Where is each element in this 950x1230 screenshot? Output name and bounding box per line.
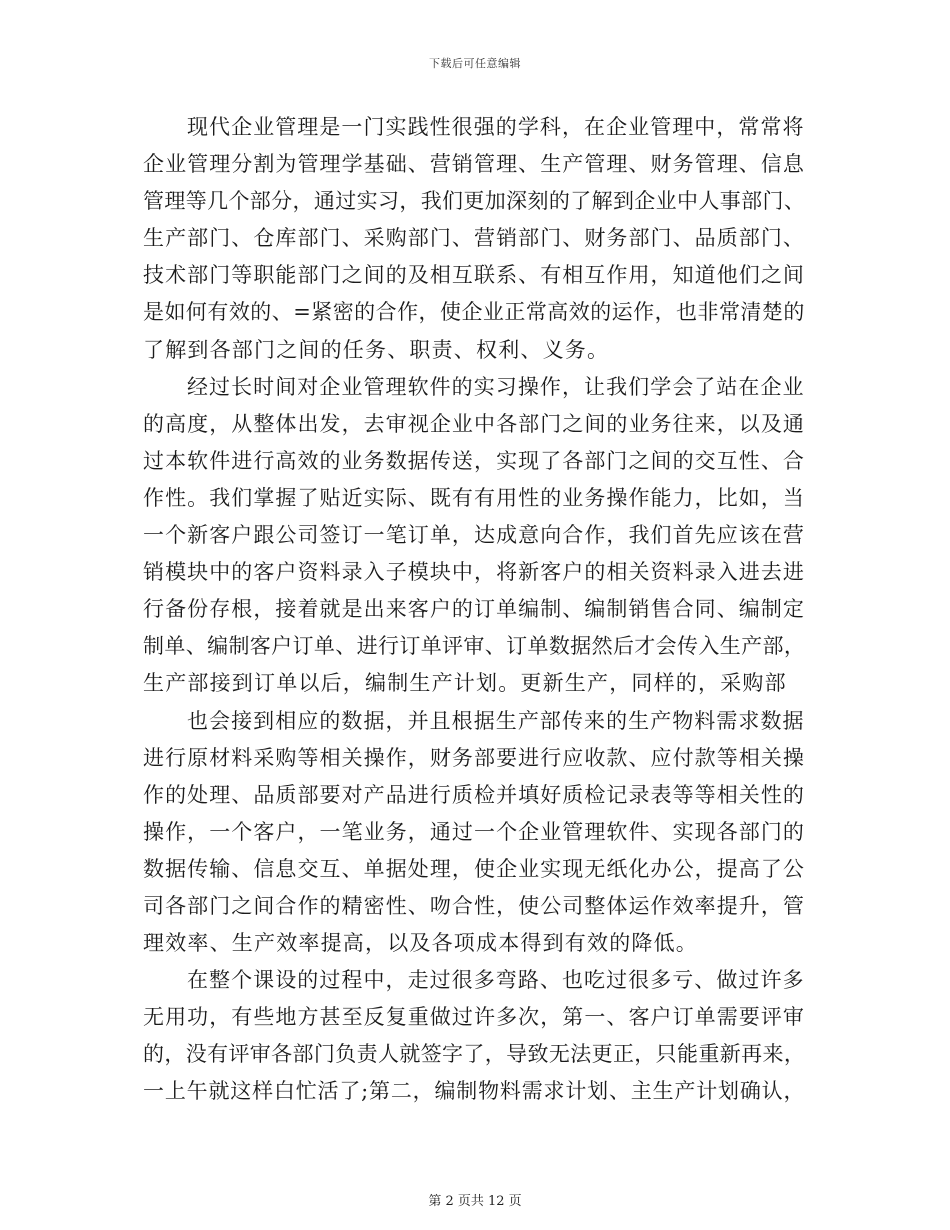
text-line: 司各部门之间合作的精密性、吻合性，使公司整体运作效率提升，管 [143,893,805,918]
text-line: 生产部接到订单以后，编制生产计划。更新生产，同样的，采购部 [143,671,787,696]
text-line: 作的处理、品质部要对产品进行质检并填好质检记录表等等相关性的 [143,782,805,807]
text-line: 无用功，有些地方甚至反复重做过许多次，第一、客户订单需要评审 [143,1005,805,1030]
text-line: 技术部门等职能部门之间的及相互联系、有相互作用，知道他们之间 [143,263,805,288]
document-body [143,109,805,1111]
paragraph [143,962,805,1110]
text-line: 一上午就这样白忙活了;第二，编制物料需求计划、主生产计划确认， [143,1079,806,1104]
text-line: 现代企业管理是一门实践性很强的学科，在企业管理中，常常将 [187,115,805,139]
text-line: 销模块中的客户资料录入子模块中，将新客户的相关资料录入进去进 [143,560,805,585]
paragraph [143,703,805,963]
text-line: 生产部门、仓库部门、采购部门、营销部门、财务部门、品质部门、 [143,226,805,251]
text-line: 是如何有效的、=紧密的合作，使企业正常高效的运作，也非常清楚的 [143,300,805,325]
page-footer: 第 2 页共 12 页 [428,1194,522,1209]
page-header: 下载后可任意编辑 [429,57,521,70]
text-line: 进行原材料采购等相关操作，财务部要进行应收款、应付款等相关操 [143,745,805,770]
text-line: 数据传输、信息交互、单据处理，使企业实现无纸化办公，提高了公 [143,856,805,881]
text-line: 一个新客户跟公司签订一笔订单，达成意向合作，我们首先应该在营 [143,523,805,548]
text-line: 的，没有评审各部门负责人就签字了，导致无法更正，只能重新再来， [143,1042,806,1067]
paragraph [143,109,805,369]
text-line: 了解到各部门之间的任务、职责、权利、义务。 [143,337,610,362]
text-line: 行备份存根，接着就是出来客户的订单编制、编制销售合同、编制定 [143,597,805,622]
text-line: 的高度，从整体出发，去审视企业中各部门之间的业务往来，以及通 [143,411,805,436]
text-line: 作性。我们掌握了贴近实际、既有有用性的业务操作能力，比如，当 [143,485,805,510]
text-line: 制单、编制客户订单、进行订单评审、订单数据然后才会传入生产部， [143,634,806,659]
text-line: 操作，一个客户，一笔业务，通过一个企业管理软件、实现各部门的 [143,819,805,844]
text-line: 管理等几个部分，通过实习，我们更加深刻的了解到企业中人事部门、 [143,189,806,214]
text-line: 过本软件进行高效的业务数据传送，实现了各部门之间的交互性、合 [143,448,805,473]
text-line: 在整个课设的过程中，走过很多弯路、也吃过很多亏、做过许多 [187,968,805,993]
text-line: 也会接到相应的数据，并且根据生产部传来的生产物料需求数据 [187,708,805,733]
text-line: 经过长时间对企业管理软件的实习操作，让我们学会了站在企业 [187,374,805,399]
text-line: 理效率、生产效率提高，以及各项成本得到有效的降低。 [143,931,698,956]
paragraph [143,369,805,703]
text-line: 企业管理分割为管理学基础、营销管理、生产管理、财务管理、信息 [143,152,805,177]
